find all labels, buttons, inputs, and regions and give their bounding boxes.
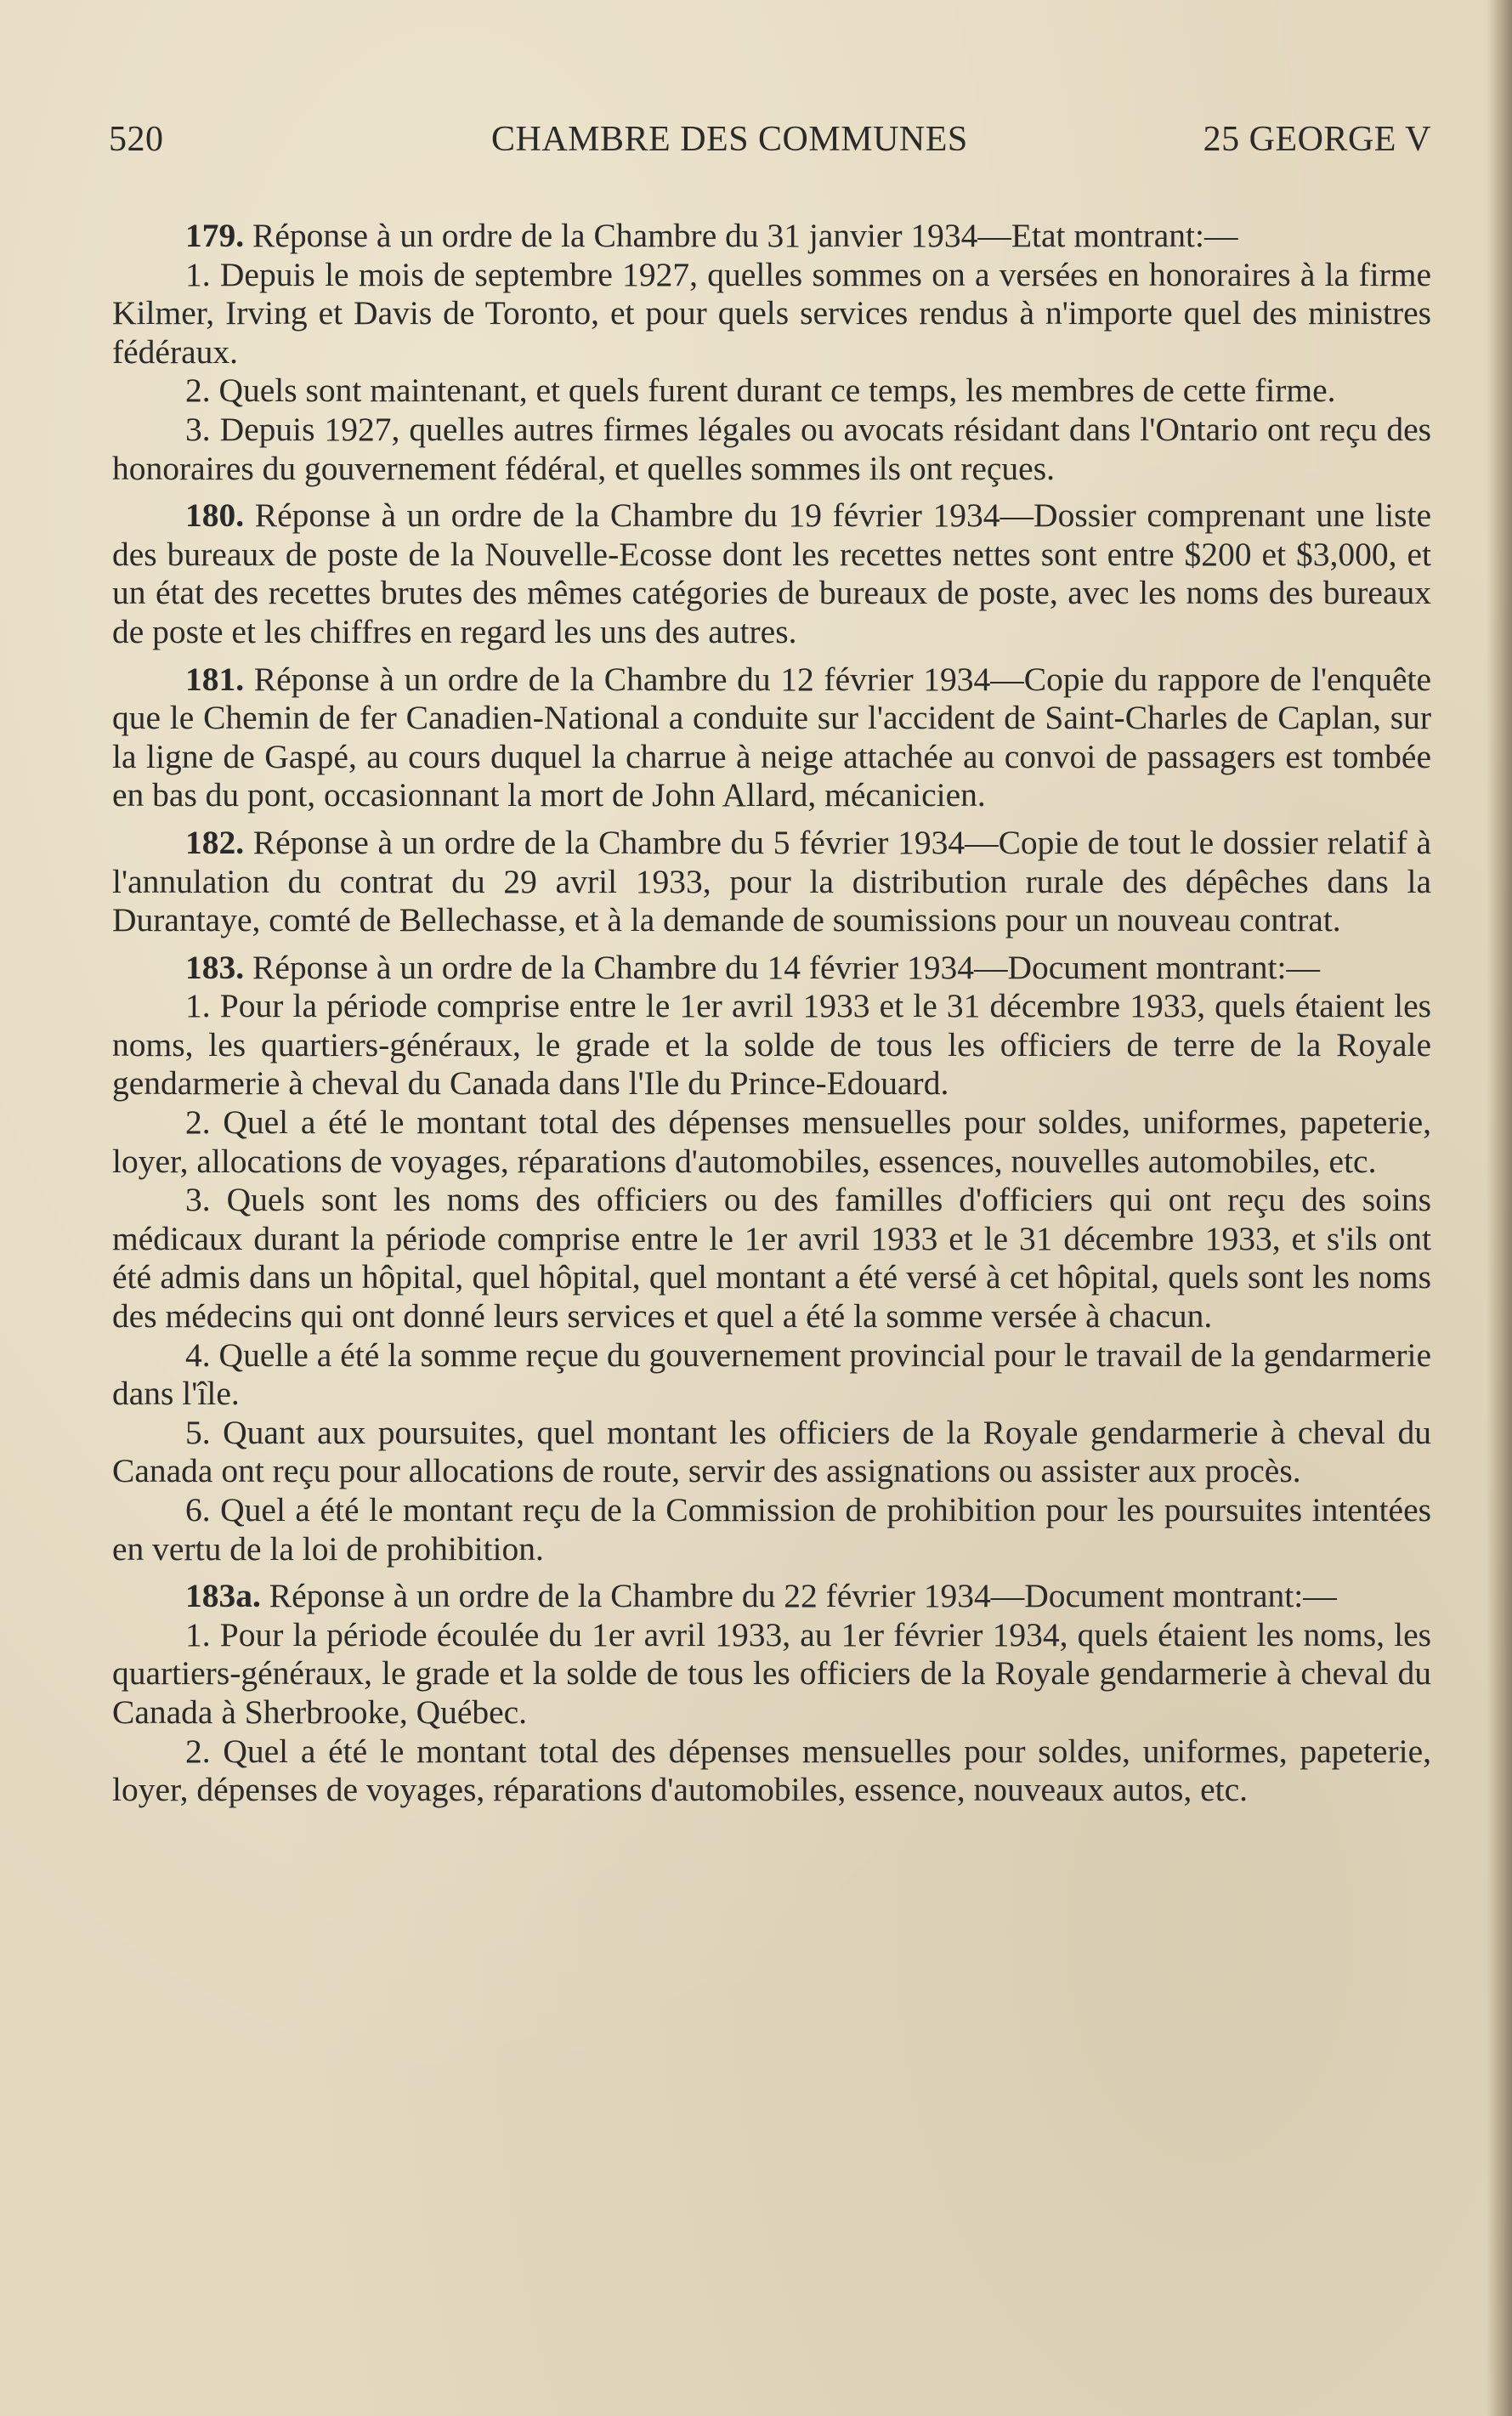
page-binding-shadow (1487, 0, 1512, 2416)
entry-number: 183. (185, 948, 245, 986)
entry-182 (112, 824, 1431, 940)
entry-item: 5. Quant aux poursuites, quel montant les officiers de la Royale gendarmerie à cheval du Canada ont reçu pour allocations de route, servir des assignations ou assister aux procès. (112, 1413, 1431, 1490)
page-number: 520 (109, 120, 164, 159)
entry-intro (112, 217, 1431, 256)
entry-number: 179. (185, 217, 245, 254)
entry-item: 2. Quel a été le montant total des dépenses mensuelles pour soldes, uniformes, papeterie, loyer, dépenses de voyages, réparations d'automobiles, essence, nouveaux autos, etc. (112, 1732, 1431, 1809)
entry-183 (112, 949, 1431, 1569)
entry-item: 1. Pour la période écoulée du 1er avril 1933, au 1er février 1934, quels étaient les noms, les quartiers-généraux, le grade et la solde de tous les officiers de la Royale gendarmerie à cheval du Canada à Sherbrooke, Québec. (112, 1615, 1431, 1731)
entry-intro-text: Réponse à un ordre de la Chambre du 14 février 1934—Document montrant:— (244, 948, 1320, 986)
entry-intro (112, 661, 1431, 815)
running-header (109, 119, 1431, 167)
entry-item: 4. Quelle a été la somme reçue du gouvernement provincial pour le travail de la gendarmerie dans l'île. (112, 1336, 1431, 1413)
entry-number: 180. (185, 496, 245, 535)
entry-intro-text: Réponse à un ordre de la Chambre du 12 février 1934—Copie du rappore de l'enquête que le Chemin de fer Canadien-National a conduite sur l'accident de Saint-Charles de Caplan, sur la ligne de Gaspé, au cours duquel la charrue à neige attachée au convoi de passagers est tombée en bas du pont, occasionnant la mort de John Allard, mécanicien. (112, 660, 1431, 814)
entry-item: 1. Pour la période comprise entre le 1er avril 1933 et le 31 décembre 1933, quels étaient les noms, les quartiers-généraux, le grade et la solde de tous les officiers de terre de la Royale gendarmerie à cheval du Canada dans l'Ile du Prince-Edouard. (112, 987, 1431, 1103)
entry-number: 182. (185, 823, 245, 861)
document-body (112, 217, 1431, 1818)
entry-intro-text: Réponse à un ordre de la Chambre du 5 février 1934—Copie de tout le dossier relatif à l'annulation du contrat du 29 avril 1933, pour la distribution rurale des dépêches dans la Durantaye, comté de Bellechasse, et à la demande de soumissions pour un nouveau contrat. (112, 823, 1431, 939)
entry-intro (112, 949, 1431, 988)
regnal-year: 25 GEORGE V (1203, 120, 1431, 159)
entry-intro-text: Réponse à un ordre de la Chambre du 22 février 1934—Document montrant:— (260, 1577, 1337, 1615)
entry-item: 3. Depuis 1927, quelles autres firmes légales ou avocats résidant dans l'Ontario ont reçu des honoraires du gouvernement fédéral, et quelles sommes ils ont reçues. (112, 410, 1431, 487)
entry-intro (112, 1577, 1431, 1616)
entry-number: 181. (185, 660, 245, 698)
entry-179 (112, 217, 1431, 488)
running-title: CHAMBRE DES COMMUNES (491, 120, 968, 159)
entry-item: 6. Quel a été le montant reçu de la Commission de prohibition pour les poursuites intentées en vertu de la loi de prohibition. (112, 1491, 1431, 1568)
entry-183a (112, 1577, 1431, 1810)
entry-item: 2. Quel a été le montant total des dépenses mensuelles pour soldes, uniformes, papeterie, loyer, allocations de voyages, réparations d'automobiles, essences, nouvelles automobiles, etc. (112, 1103, 1431, 1180)
entry-intro (112, 496, 1431, 651)
entry-item: 1. Depuis le mois de septembre 1927, quelles sommes on a versées en honoraires à la firme Kilmer, Irving et Davis de Toronto, et pour quels services rendus à n'importe quel des ministres fédéraux. (112, 255, 1431, 371)
entry-intro (112, 824, 1431, 940)
entry-item: 2. Quels sont maintenant, et quels furent durant ce temps, les membres de cette firme. (185, 371, 1336, 410)
entry-181 (112, 661, 1431, 815)
entry-180 (112, 496, 1431, 651)
entry-intro-text: Réponse à un ordre de la Chambre du 19 février 1934—Dossier comprenant une liste des bureaux de poste de la Nouvelle-Ecosse dont les recettes nettes sont entre $200 et $3,000, et un état des recettes brutes des mêmes catégories de bureaux de poste, avec les noms des bureaux de poste et les chiffres en regard les uns des autres. (112, 496, 1431, 650)
entry-intro-text: Réponse à un ordre de la Chambre du 31 janvier 1934—Etat montrant:— (244, 217, 1238, 254)
entry-number: 183a. (185, 1577, 261, 1615)
entry-item: 3. Quels sont les noms des officiers ou des familles d'officiers qui ont reçu des soins médicaux durant la période comprise entre le 1er avril 1933 et le 31 décembre 1933, et s'ils ont été admis dans un hôpital, quel hôpital, quel montant a été versé à cet hôpital, quels sont les noms des médecins qui ont donné leurs services et quel a été la somme versée à chacun. (112, 1181, 1431, 1336)
